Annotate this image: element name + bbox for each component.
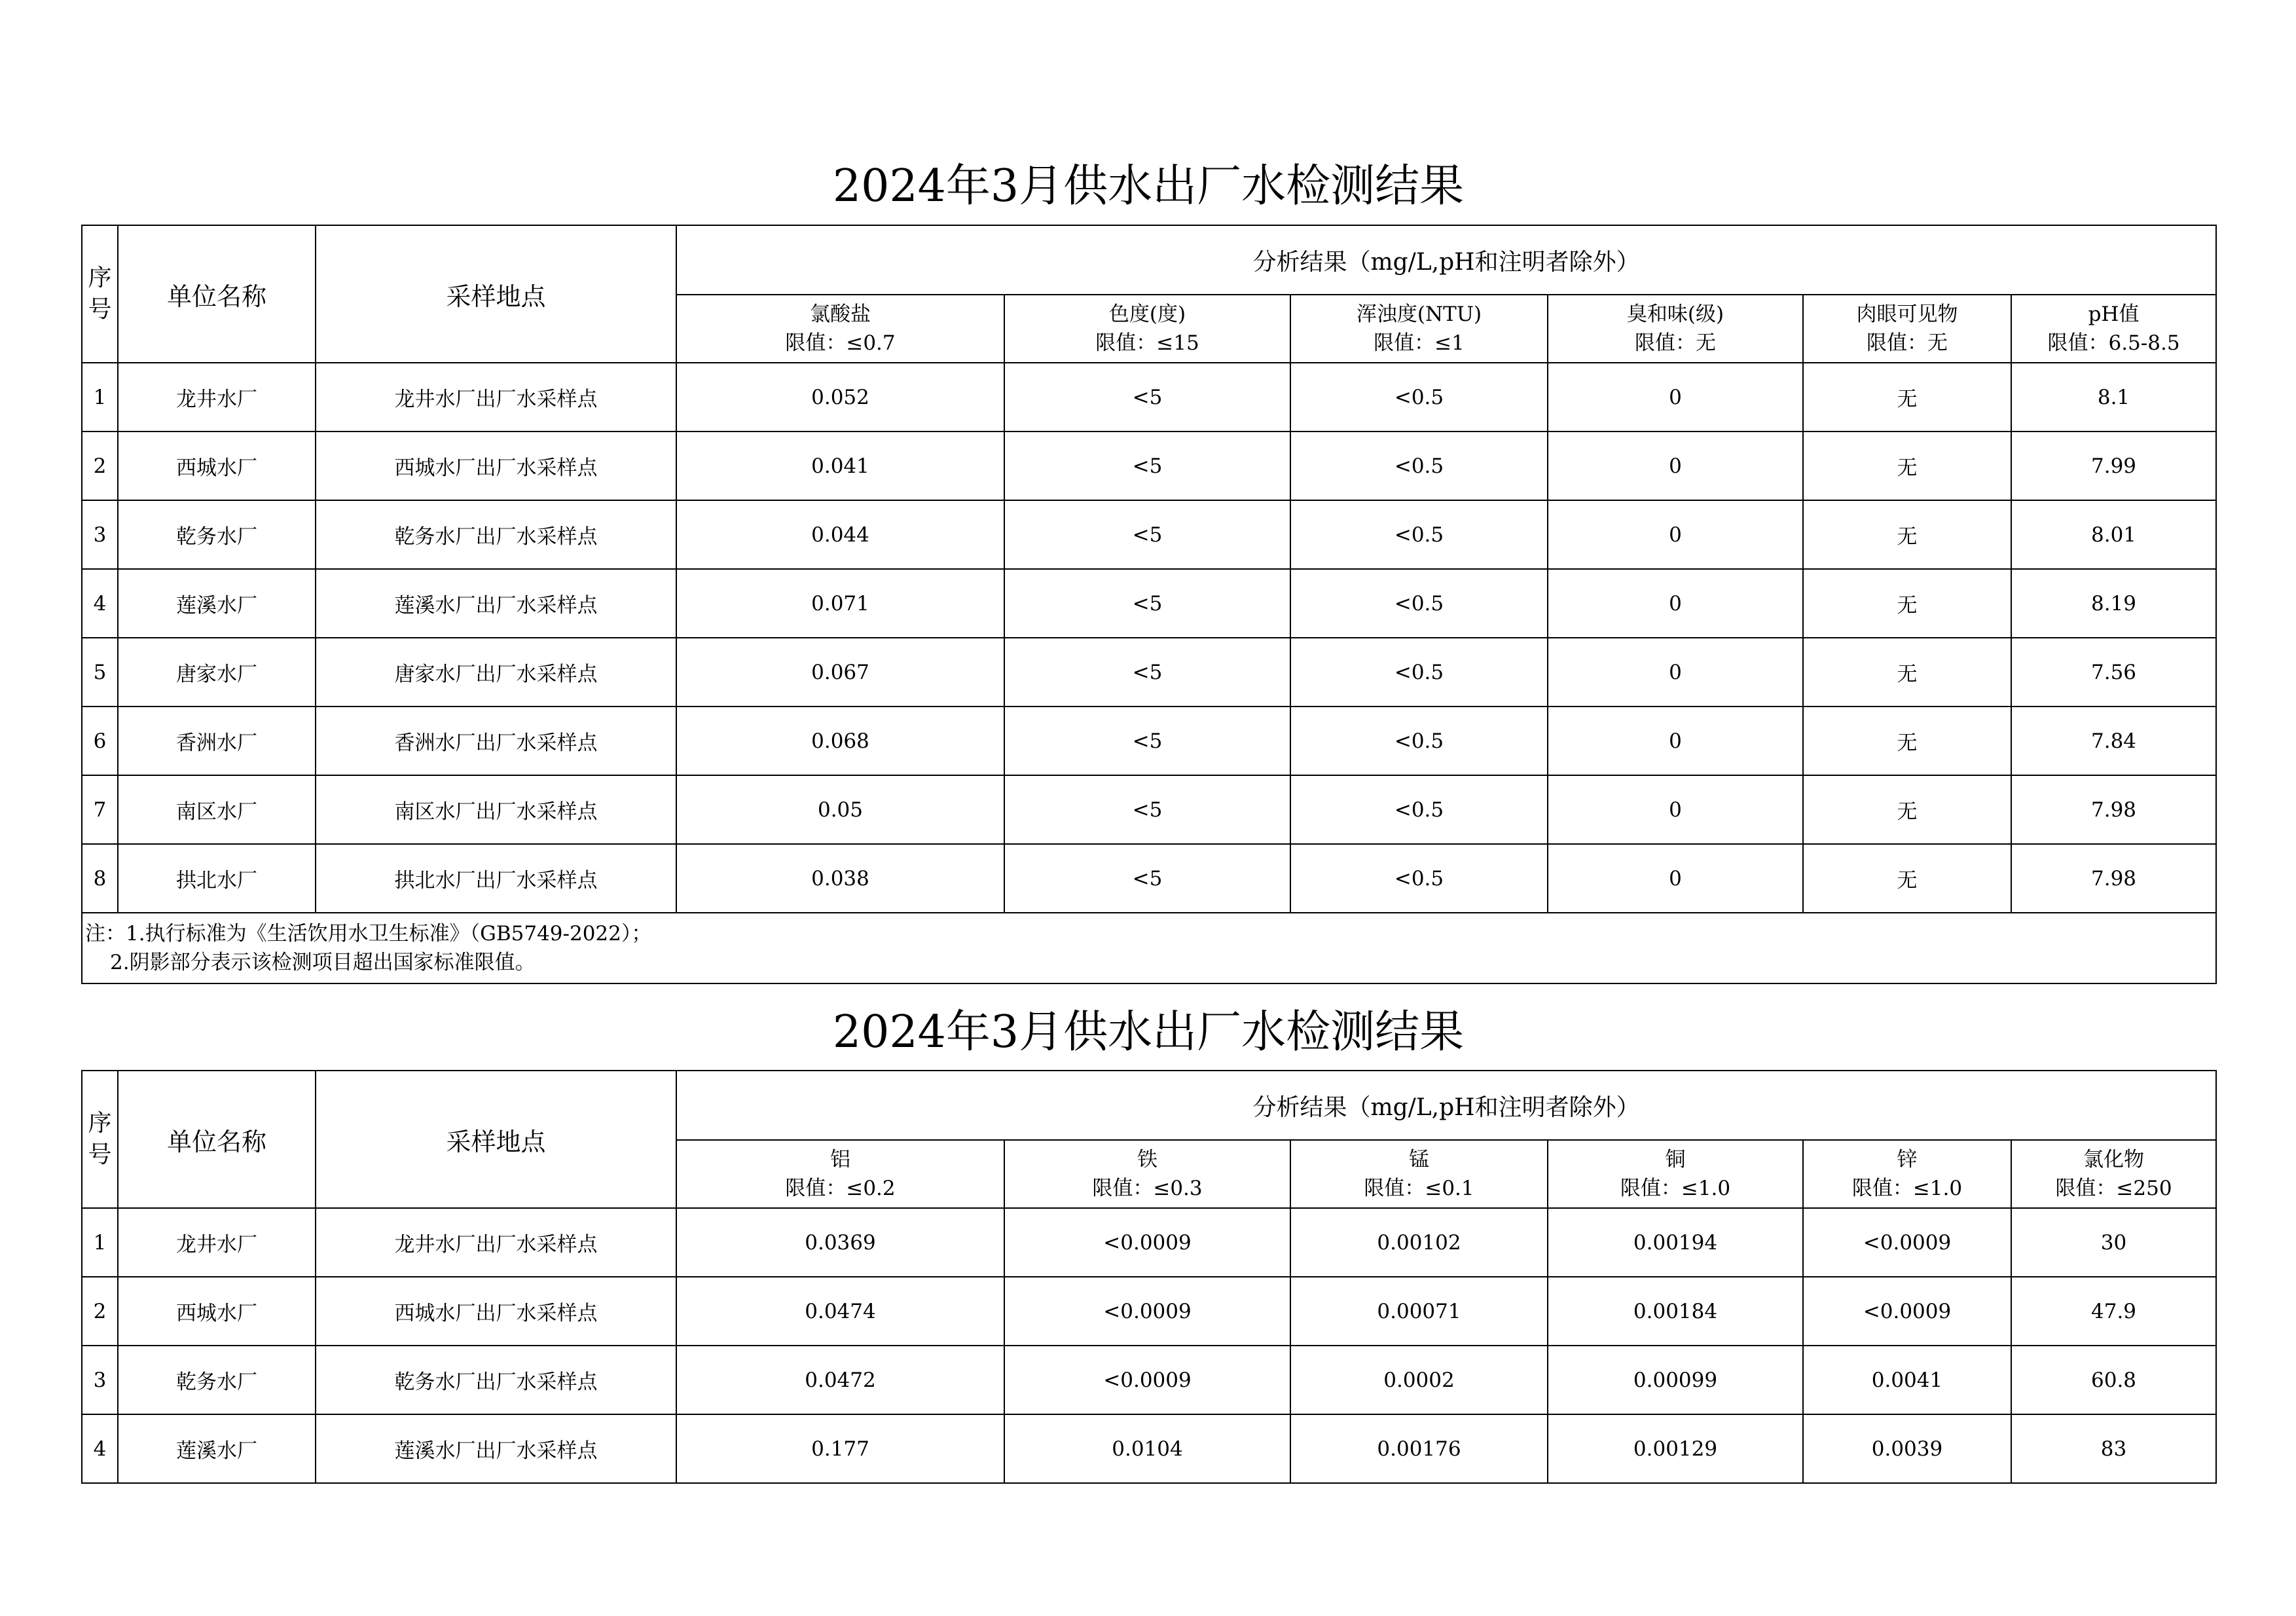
row-unit: 莲溪水厂: [118, 569, 316, 638]
row-value: 无: [1803, 707, 2011, 775]
row-value: 0: [1548, 363, 1803, 432]
row-site: 南区水厂出厂水采样点: [316, 775, 676, 844]
row-value: 0.071: [676, 569, 1004, 638]
row-value: 0: [1548, 844, 1803, 913]
row-value: 83: [2011, 1414, 2216, 1483]
row-value: 0.0104: [1004, 1414, 1290, 1483]
row-value: 0.0041: [1803, 1346, 2011, 1414]
table-row: [82, 844, 2216, 913]
table-row: [82, 500, 2216, 569]
row-site: 香洲水厂出厂水采样点: [316, 707, 676, 775]
table-row: [82, 1208, 2216, 1277]
row-value: 0.0002: [1290, 1346, 1548, 1414]
row-value: 0: [1548, 569, 1803, 638]
row-value: 7.98: [2011, 844, 2216, 913]
table-row: [82, 1277, 2216, 1346]
row-value: 60.8: [2011, 1346, 2216, 1414]
row-unit: 香洲水厂: [118, 707, 316, 775]
row-value: 无: [1803, 638, 2011, 707]
row-value: <0.5: [1290, 363, 1548, 432]
row-value: 8.19: [2011, 569, 2216, 638]
row-site: 龙井水厂出厂水采样点: [316, 1208, 676, 1277]
table-row: [82, 432, 2216, 500]
row-value: 0.177: [676, 1414, 1004, 1483]
row-value: 0.0039: [1803, 1414, 2011, 1483]
row-value: 7.98: [2011, 775, 2216, 844]
row-value: 0.0474: [676, 1277, 1004, 1346]
row-unit: 南区水厂: [118, 775, 316, 844]
row-value: 8.01: [2011, 500, 2216, 569]
row-value: 0.00129: [1548, 1414, 1803, 1483]
page-title: 2024年3月供水出厂水检测结果: [832, 1006, 1465, 1058]
row-value: 0: [1548, 775, 1803, 844]
table-row: [82, 638, 2216, 707]
table-row: [82, 707, 2216, 775]
row-seq: 4: [82, 569, 118, 638]
row-seq: 8: [82, 844, 118, 913]
row-value: 0: [1548, 432, 1803, 500]
row-value: 7.99: [2011, 432, 2216, 500]
row-value: <0.5: [1290, 638, 1548, 707]
row-unit: 西城水厂: [118, 432, 316, 500]
column-header: 臭和味(级) 限值：无: [1548, 295, 1803, 363]
row-value: <0.0009: [1803, 1208, 2011, 1277]
row-value: 30: [2011, 1208, 2216, 1277]
row-value: <0.5: [1290, 707, 1548, 775]
row-value: 0.067: [676, 638, 1004, 707]
note-line: 注：1.执行标准为《生活饮用水卫生标准》（GB5749-2022）；: [85, 922, 652, 946]
column-header: 氯化物 限值：≤250: [2011, 1140, 2216, 1208]
row-value: <0.5: [1290, 775, 1548, 844]
row-value: 无: [1803, 844, 2011, 913]
column-header: pH值 限值：6.5-8.5: [2011, 295, 2216, 363]
row-value: <5: [1004, 707, 1290, 775]
table-row: [82, 1346, 2216, 1414]
column-header: 色度(度) 限值：≤15: [1004, 295, 1290, 363]
row-value: 0.00099: [1548, 1346, 1803, 1414]
table-notes: [82, 913, 2216, 983]
row-value: 0.068: [676, 707, 1004, 775]
row-value: 无: [1803, 775, 2011, 844]
row-site: 西城水厂出厂水采样点: [316, 432, 676, 500]
header-group: 分析结果（mg/L,pH和注明者除外）: [676, 225, 2216, 295]
row-site: 龙井水厂出厂水采样点: [316, 363, 676, 432]
row-value: 0.052: [676, 363, 1004, 432]
row-seq: 1: [82, 363, 118, 432]
row-value: <5: [1004, 500, 1290, 569]
column-header: 铝 限值：≤0.2: [676, 1140, 1004, 1208]
row-unit: 西城水厂: [118, 1277, 316, 1346]
column-header: 铁 限值：≤0.3: [1004, 1140, 1290, 1208]
column-header: 肉眼可见物 限值：无: [1803, 295, 2011, 363]
row-value: <0.5: [1290, 500, 1548, 569]
row-seq: 2: [82, 1277, 118, 1346]
results-table-1: [81, 225, 2217, 984]
row-value: <5: [1004, 363, 1290, 432]
header-group: 分析结果（mg/L,pH和注明者除外）: [676, 1071, 2216, 1140]
column-header: 浑浊度(NTU) 限值：≤1: [1290, 295, 1548, 363]
row-value: 0.00071: [1290, 1277, 1548, 1346]
row-value: 无: [1803, 569, 2011, 638]
row-seq: 7: [82, 775, 118, 844]
header-unit: 单位名称: [118, 225, 316, 363]
row-seq: 2: [82, 432, 118, 500]
table-row: [82, 569, 2216, 638]
row-unit: 乾务水厂: [118, 1346, 316, 1414]
row-value: <0.5: [1290, 569, 1548, 638]
row-value: 0.00102: [1290, 1208, 1548, 1277]
header-site: 采样地点: [316, 225, 676, 363]
row-value: 0: [1548, 500, 1803, 569]
row-value: 0.044: [676, 500, 1004, 569]
row-seq: 1: [82, 1208, 118, 1277]
row-value: 0.041: [676, 432, 1004, 500]
page-title: 2024年3月供水出厂水检测结果: [832, 160, 1465, 212]
row-value: 0: [1548, 638, 1803, 707]
row-value: 无: [1803, 500, 2011, 569]
row-value: 0: [1548, 707, 1803, 775]
row-seq: 3: [82, 500, 118, 569]
row-value: <0.0009: [1803, 1277, 2011, 1346]
table-row: [82, 1414, 2216, 1483]
column-header: 氯酸盐 限值：≤0.7: [676, 295, 1004, 363]
column-header: 铜 限值：≤1.0: [1548, 1140, 1803, 1208]
row-value: 0.038: [676, 844, 1004, 913]
header-unit: 单位名称: [118, 1071, 316, 1208]
row-site: 莲溪水厂出厂水采样点: [316, 1414, 676, 1483]
row-seq: 4: [82, 1414, 118, 1483]
row-value: 0.0472: [676, 1346, 1004, 1414]
row-value: <5: [1004, 844, 1290, 913]
row-value: 无: [1803, 432, 2011, 500]
row-value: 7.84: [2011, 707, 2216, 775]
row-value: <0.0009: [1004, 1208, 1290, 1277]
row-value: <0.0009: [1004, 1346, 1290, 1414]
row-value: 0.05: [676, 775, 1004, 844]
row-seq: 6: [82, 707, 118, 775]
row-value: <5: [1004, 569, 1290, 638]
row-unit: 龙井水厂: [118, 363, 316, 432]
row-unit: 拱北水厂: [118, 844, 316, 913]
row-value: 8.1: [2011, 363, 2216, 432]
row-value: <0.5: [1290, 432, 1548, 500]
row-unit: 乾务水厂: [118, 500, 316, 569]
row-value: <5: [1004, 432, 1290, 500]
row-value: 0.0369: [676, 1208, 1004, 1277]
row-value: 47.9: [2011, 1277, 2216, 1346]
row-value: <5: [1004, 638, 1290, 707]
column-header: 锰 限值：≤0.1: [1290, 1140, 1548, 1208]
row-site: 拱北水厂出厂水采样点: [316, 844, 676, 913]
row-site: 乾务水厂出厂水采样点: [316, 1346, 676, 1414]
header-seq: 序号: [82, 225, 118, 363]
table-row: [82, 775, 2216, 844]
column-header: 锌 限值：≤1.0: [1803, 1140, 2011, 1208]
row-site: 乾务水厂出厂水采样点: [316, 500, 676, 569]
row-value: 无: [1803, 363, 2011, 432]
row-value: <0.0009: [1004, 1277, 1290, 1346]
row-unit: 唐家水厂: [118, 638, 316, 707]
row-site: 西城水厂出厂水采样点: [316, 1277, 676, 1346]
row-seq: 3: [82, 1346, 118, 1414]
note-line: 2.阴影部分表示该检测项目超出国家标准限值。: [110, 951, 536, 974]
row-unit: 莲溪水厂: [118, 1414, 316, 1483]
row-site: 莲溪水厂出厂水采样点: [316, 569, 676, 638]
header-seq: 序号: [82, 1071, 118, 1208]
row-site: 唐家水厂出厂水采样点: [316, 638, 676, 707]
row-value: <5: [1004, 775, 1290, 844]
row-seq: 5: [82, 638, 118, 707]
row-value: 0.00176: [1290, 1414, 1548, 1483]
row-value: 0.00194: [1548, 1208, 1803, 1277]
table-row: [82, 363, 2216, 432]
results-table-2: [81, 1070, 2217, 1484]
header-site: 采样地点: [316, 1071, 676, 1208]
row-value: 7.56: [2011, 638, 2216, 707]
row-value: 0.00184: [1548, 1277, 1803, 1346]
row-unit: 龙井水厂: [118, 1208, 316, 1277]
row-value: <0.5: [1290, 844, 1548, 913]
